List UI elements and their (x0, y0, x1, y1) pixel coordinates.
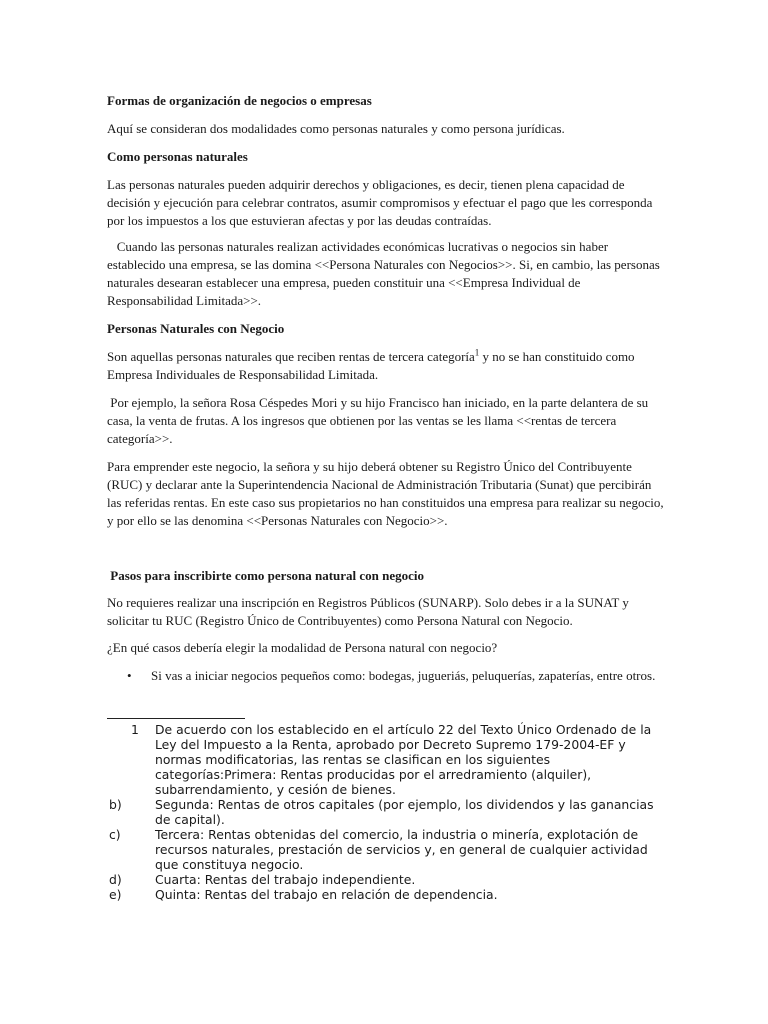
list-item-text: Si vas a iniciar negocios pequeños como: bodegas, jugueriás, peluquerías, zapaterías, entre otros. (151, 668, 656, 683)
text-span: Son aquellas personas naturales que reciben rentas de tercera categoría (107, 349, 475, 364)
footnote-item (107, 872, 667, 887)
footnote-mark: 1 (131, 722, 139, 737)
list-item (127, 667, 667, 685)
intro-paragraph: Aquí se consideran dos modalidades como personas naturales y como persona jurídicas. (107, 121, 565, 136)
footnote-text: Segunda: Rentas de otros capitales (por ejemplo, los dividendos y las ganancias de capital). (155, 797, 654, 827)
question-paragraph: ¿En qué casos debería elegir la modalidad de Persona natural con negocio? (107, 640, 498, 655)
footnote-mark: e) (109, 887, 122, 902)
footnote-item (107, 827, 667, 872)
paragraph-tercera-categoria (107, 348, 667, 384)
footnote-text: De acuerdo con los establecido en el artículo 22 del Texto Único Ordenado de la Ley del Impuesto a la Renta, aprobado por Decreto Supremo 179-2004-EF y normas modificatorias, las rentas se clasifican en los siguientes categorías:Primera: Rentas producidas por el arredramiento (alquiler), subarrendamiento, y cesión de bienes. (155, 722, 652, 797)
paragraph-inscripcion: No requieres realizar una inscripción en Registros Públicos (SUNARP). Solo debes ir a la SUNAT y solicitar tu RUC (Registro Único de Contribuyentes) como Persona Natural con Negocio. (107, 595, 629, 628)
footnote-item (107, 722, 667, 797)
footnote-text: Tercera: Rentas obtenidas del comercio, la industria o minería, explotación de recursos naturales, prestación de servicios y, en general de cualquier actividad que constituya negocio. (155, 827, 648, 872)
footnote-reference: 1 (474, 347, 480, 358)
paragraph-ejemplo: Por ejemplo, la señora Rosa Céspedes Mori y su hijo Francisco han iniciado, en la parte delantera de su casa, la venta de frutas. A los ingresos que obtienen por las ventas se les llama <<rentas de tercera categoría>>. (107, 395, 652, 446)
footnote-text: Cuarta: Rentas del trabajo independiente. (155, 872, 416, 887)
footnotes (107, 722, 667, 902)
text-span: y no se han constituido como Empresa Individuales de Responsabilidad Limitada. (107, 349, 635, 382)
footnote-text: Quinta: Rentas del trabajo en relación de dependencia. (155, 887, 498, 902)
footnote-mark: c) (109, 827, 121, 842)
document-title: Formas de organización de negocios o empresas (107, 93, 372, 108)
footnote-mark: b) (109, 797, 122, 812)
section-heading-personas-naturales-negocio: Personas Naturales con Negocio (107, 321, 285, 336)
section-heading-pasos: Pasos para inscribirte como persona natural con negocio (107, 568, 425, 583)
footnote-item (107, 887, 667, 902)
bullet-icon: • (127, 668, 132, 683)
footnote-separator (107, 718, 245, 719)
footnote-item (107, 797, 667, 827)
paragraph-emprender: Para emprender este negocio, la señora y su hijo deberá obtener su Registro Único del Contribuyente (RUC) y declarar ante la Superintendencia Nacional de Administración Tributaria (Sunat) que percibirán las referidas rentas. En este caso sus propietarios no han constituidos una empresa para realizar su negocio, y por ello se las denomina <<Personas Naturales con Negocio>>. (107, 459, 664, 528)
paragraph-actividades: Cuando las personas naturales realizan actividades económicas lucrativas o negocios sin haber establecido una empresa, se las domina <<Persona Naturales con Negocios>>. Si, en cambio, las personas naturales desearan establecer una empresa, pueden constituir una <<Empresa Individual de Responsabilidad Limitada>>. (107, 239, 664, 308)
bullet-list (127, 667, 667, 685)
section-heading-personas-naturales: Como personas naturales (107, 149, 248, 164)
footnote-mark: d) (109, 872, 122, 887)
paragraph-capacidad: Las personas naturales pueden adquirir derechos y obligaciones, es decir, tienen plena capacidad de decisión y ejecución para celebrar contratos, asumir compromisos y efectuar el pago que les corresponda por los impuestos a los que estuvieran afectas y por las deudas contraídas. (107, 177, 653, 228)
